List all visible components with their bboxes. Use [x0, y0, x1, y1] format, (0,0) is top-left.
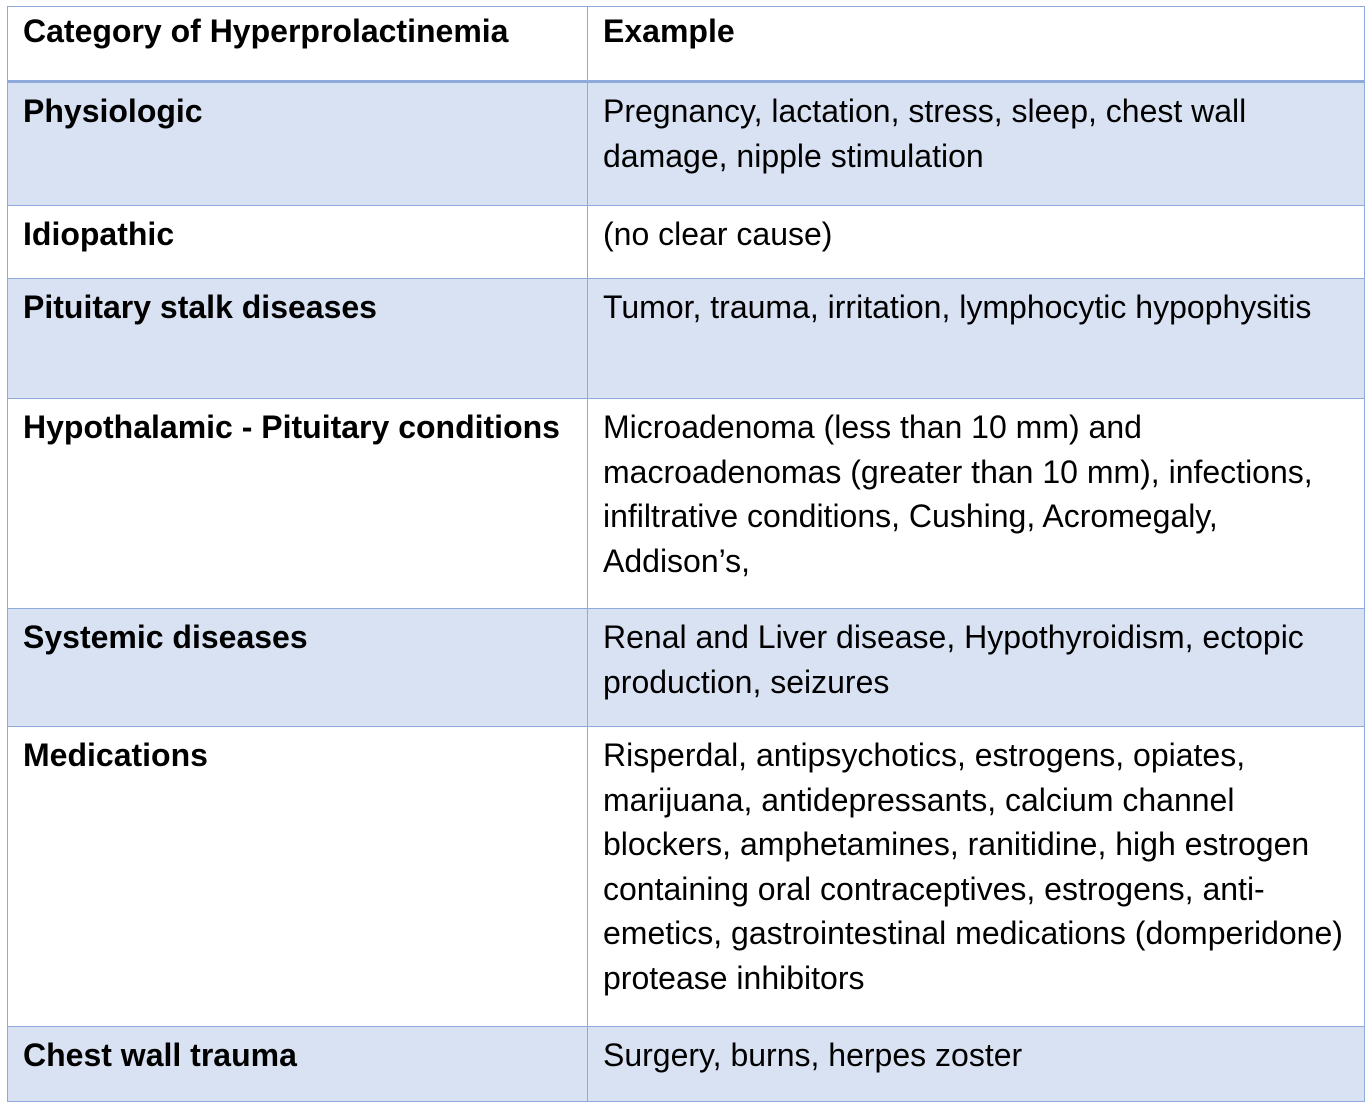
- table-row: [8, 206, 1365, 279]
- table-row: [8, 1027, 1365, 1102]
- example-cell: Pregnancy, lactation, stress, sleep, chest wall damage, nipple stimulation: [588, 82, 1365, 206]
- category-cell: Chest wall trauma: [8, 1027, 588, 1102]
- example-cell: Risperdal, antipsychotics, estrogens, opiates, marijuana, antidepressants, calcium channel blockers, amphetamines, ranitidine, high estrogen containing oral contraceptives, estrogens, anti-emetics, gastrointestinal medications (domperidone) protease inhibitors: [588, 727, 1365, 1027]
- category-cell: Hypothalamic - Pituitary conditions: [8, 399, 588, 609]
- table-row: [8, 727, 1365, 1027]
- category-cell: Pituitary stalk diseases: [8, 279, 588, 399]
- category-cell: Idiopathic: [8, 206, 588, 279]
- category-cell: Systemic diseases: [8, 609, 588, 727]
- hyperprolactinemia-table: [7, 6, 1365, 1102]
- header-category: Category of Hyperprolactinemia: [8, 7, 588, 82]
- example-cell: Surgery, burns, herpes zoster: [588, 1027, 1365, 1102]
- table-row: [8, 279, 1365, 399]
- example-cell: Tumor, trauma, irritation, lymphocytic hypophysitis: [588, 279, 1365, 399]
- example-cell: Renal and Liver disease, Hypothyroidism, ectopic production, seizures: [588, 609, 1365, 727]
- header-row: [8, 7, 1365, 82]
- table-row: [8, 609, 1365, 727]
- example-cell: Microadenoma (less than 10 mm) and macroadenomas (greater than 10 mm), infections, infiltrative conditions, Cushing, Acromegaly, Addison’s,: [588, 399, 1365, 609]
- header-example: Example: [588, 7, 1365, 82]
- example-cell: (no clear cause): [588, 206, 1365, 279]
- category-cell: Medications: [8, 727, 588, 1027]
- table-row: [8, 82, 1365, 206]
- table-row: [8, 399, 1365, 609]
- category-cell: Physiologic: [8, 82, 588, 206]
- table-body: [8, 82, 1365, 1102]
- table-header: [8, 7, 1365, 82]
